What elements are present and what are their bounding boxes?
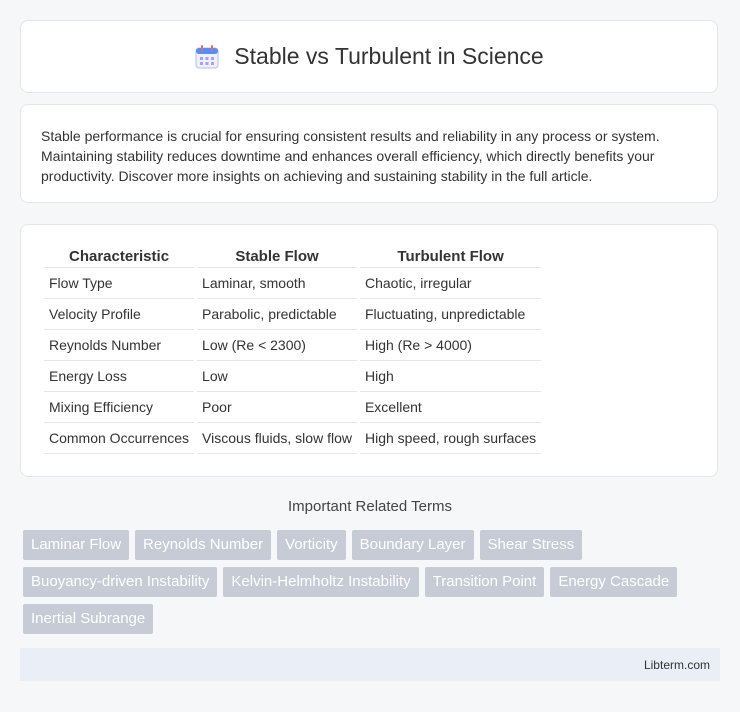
term-tag[interactable]: Inertial Subrange: [23, 604, 153, 634]
table-row: [44, 392, 541, 423]
table-cell: Low: [197, 361, 357, 392]
table-cell: Flow Type: [44, 268, 194, 299]
table-cell: Laminar, smooth: [197, 268, 357, 299]
table-row: [44, 361, 541, 392]
header-card: [20, 20, 718, 93]
table-cell: High (Re > 4000): [360, 330, 541, 361]
page-title: Stable vs Turbulent in Science: [234, 43, 544, 69]
table-cell: Energy Loss: [44, 361, 194, 392]
table-cell: Parabolic, predictable: [197, 299, 357, 330]
term-tag[interactable]: Kelvin-Helmholtz Instability: [223, 567, 418, 597]
related-terms-heading: Important Related Terms: [288, 498, 452, 515]
table-cell: High: [360, 361, 541, 392]
table-cell: High speed, rough surfaces: [360, 423, 541, 454]
column-header: Stable Flow: [197, 245, 357, 268]
footer-site-link[interactable]: Libterm.com: [643, 657, 710, 672]
comparison-card: [20, 224, 718, 477]
calendar-icon: [194, 44, 220, 70]
comparison-table: [41, 245, 544, 454]
table-cell: Reynolds Number: [44, 330, 194, 361]
column-header: Characteristic: [44, 245, 194, 268]
table-row: [44, 299, 541, 330]
table-cell: Velocity Profile: [44, 299, 194, 330]
footer: [20, 648, 720, 681]
table-row: [44, 330, 541, 361]
column-header: Turbulent Flow: [360, 245, 541, 268]
intro-card: [20, 104, 718, 203]
table-cell: Poor: [197, 392, 357, 423]
table-cell: Viscous fluids, slow flow: [197, 423, 357, 454]
term-tag[interactable]: Boundary Layer: [352, 530, 474, 560]
table-cell: Mixing Efficiency: [44, 392, 194, 423]
table-cell: Fluctuating, unpredictable: [360, 299, 541, 330]
table-cell: Excellent: [360, 392, 541, 423]
table-row: [44, 423, 541, 454]
table-cell: Chaotic, irregular: [360, 268, 541, 299]
term-tag[interactable]: Shear Stress: [480, 530, 583, 560]
table-row: [44, 268, 541, 299]
intro-text: Stable performance is crucial for ensuring consistent results and reliability in any process or system. Maintaining stability reduces downtime and enhances overall efficiency, which directly benefits your productivity. Discover more insights on achieving and sustaining stability in the full article.: [41, 128, 660, 184]
table-cell: Common Occurrences: [44, 423, 194, 454]
term-tag[interactable]: Laminar Flow: [23, 530, 129, 560]
term-tag[interactable]: Buoyancy-driven Instability: [23, 567, 217, 597]
term-tag[interactable]: Vorticity: [277, 530, 346, 560]
related-terms-list: [23, 530, 723, 634]
table-cell: Low (Re < 2300): [197, 330, 357, 361]
table-header-row: [44, 245, 541, 268]
term-tag[interactable]: Transition Point: [425, 567, 545, 597]
term-tag[interactable]: Energy Cascade: [550, 567, 677, 597]
term-tag[interactable]: Reynolds Number: [135, 530, 271, 560]
